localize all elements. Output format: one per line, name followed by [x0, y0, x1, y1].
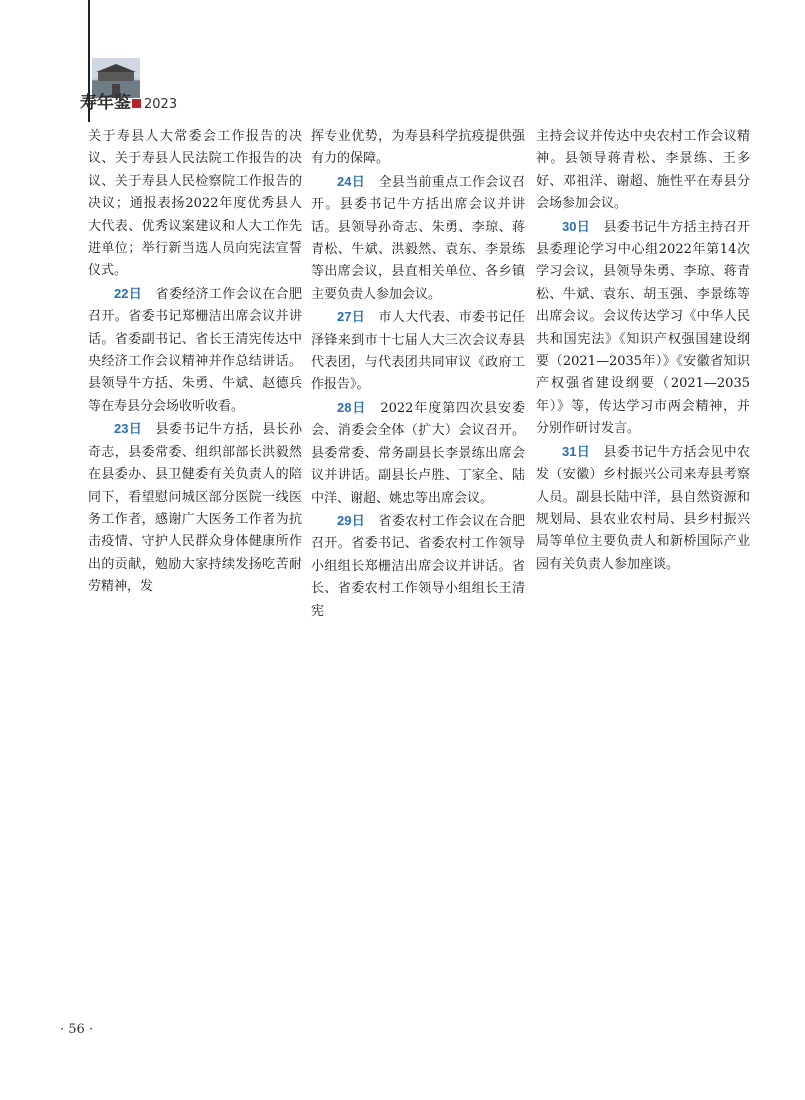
entry-paragraph [536, 126, 750, 216]
entry-paragraph [88, 283, 302, 418]
entry-paragraph [88, 418, 302, 598]
entry-text: 县委书记牛方括主持召开县委理论学习中心组2022年第14次学习会议，县领导朱勇、李琼、蒋青松、牛斌、袁东、胡玉强、李景练等出席会议。会议传达学习《中华人民共和国宪法》《知识产权强国建设纲要（2021—2035年）》《安徽省知识产权强省建设纲要（2021—2035年）》等，传达学习市两会精神，并分别作研讨发言。 [536, 219, 750, 437]
entry-date: 29日 [337, 512, 366, 528]
entry-date: 27日 [337, 309, 366, 325]
entry-paragraph [311, 126, 525, 171]
entry-date: 31日 [562, 443, 591, 459]
entry-paragraph [88, 126, 302, 283]
entry-paragraph [311, 510, 525, 623]
entry-text: 主持会议并传达中央农村工作会议精神。县领导蒋青松、李景练、王多好、邓祖洋、谢超、施性平在寿县分会场参加会议。 [536, 129, 750, 212]
entry-date: 28日 [337, 399, 367, 415]
yearbook-year: 2023 [144, 97, 178, 112]
entry-date: 30日 [562, 218, 591, 234]
seal-mark-icon [132, 99, 141, 108]
entry-text: 省委经济工作会议在合肥召开。省委书记郑栅洁出席会议并讲话。省委副书记、省长王清宪传达中央经济工作会议精神并作总结讲话。县领导牛方括、朱勇、牛斌、赵德兵等在寿县分会场收听收看。 [88, 286, 302, 414]
entry-text: 县委书记牛方括会见中农发（安徽）乡村振兴公司来寿县考察人员。副县长陆中洋，县自然资源和规划局、县农业农村局、县乡村振兴局等单位主要负责人和新桥国际产业园有关负责人参加座谈。 [536, 444, 750, 572]
entry-text: 市人大代表、市委书记任泽锋来到市十七届人大三次会议寿县代表团，与代表团共同审议《政府工作报告》。 [311, 310, 525, 393]
entry-paragraph [536, 441, 750, 576]
entry-paragraph [311, 397, 525, 510]
yearbook-header-title [80, 88, 177, 113]
entry-text: 全县当前重点工作会议召开。县委书记牛方括出席会议并讲话。县领导孙奇志、朱勇、李琼、蒋青松、牛斌、洪毅然、袁东、李景练等出席会议，县直相关单位、各乡镇主要负责人参加会议。 [311, 174, 525, 302]
entry-text: 县委书记牛方括，县长孙奇志，县委常委、组织部部长洪毅然在县委办、县卫健委有关负责人的陪同下，看望慰问城区部分医院一线医务工作者，感谢广大医务工作者为抗击疫情、守护人民群众身体健康所作出的贡献，勉励大家持续发扬吃苦耐劳精神，发 [88, 422, 302, 595]
entry-text: 省委农村工作会议在合肥召开。省委书记、省委农村工作领导小组组长郑栅洁出席会议并讲话。省长、省委农村工作领导小组组长王清宪 [311, 513, 525, 619]
entry-text: 挥专业优势，为寿县科学抗疫提供强有力的保障。 [311, 129, 525, 167]
entry-text: 关于寿县人大常委会工作报告的决议、关于寿县人民法院工作报告的决议、关于寿县人民检察院工作报告的决议；通报表扬2022年度优秀县人大代表、优秀议案建议和人大工作先进单位；举行新当选人员向宪法宣誓仪式。 [88, 129, 302, 279]
entry-paragraph [311, 171, 525, 306]
entry-paragraph [536, 216, 750, 441]
entry-date: 24日 [337, 173, 366, 189]
text-column-1 [88, 126, 302, 599]
text-column-3 [536, 126, 750, 576]
entry-date: 22日 [114, 285, 143, 301]
yearbook-name: 寿年鉴 [80, 93, 131, 113]
entry-paragraph [311, 306, 525, 397]
text-column-2 [311, 126, 525, 623]
page-number: · 56 · [60, 1022, 94, 1037]
entry-text: 2022年度第四次县安委会、消委会全体（扩大）会议召开。县委常委、常务副县长李景练出席会议并讲话。副县长卢胜、丁家全、陆中洋、谢超、姚忠等出席会议。 [311, 400, 525, 506]
entry-date: 23日 [114, 421, 143, 437]
